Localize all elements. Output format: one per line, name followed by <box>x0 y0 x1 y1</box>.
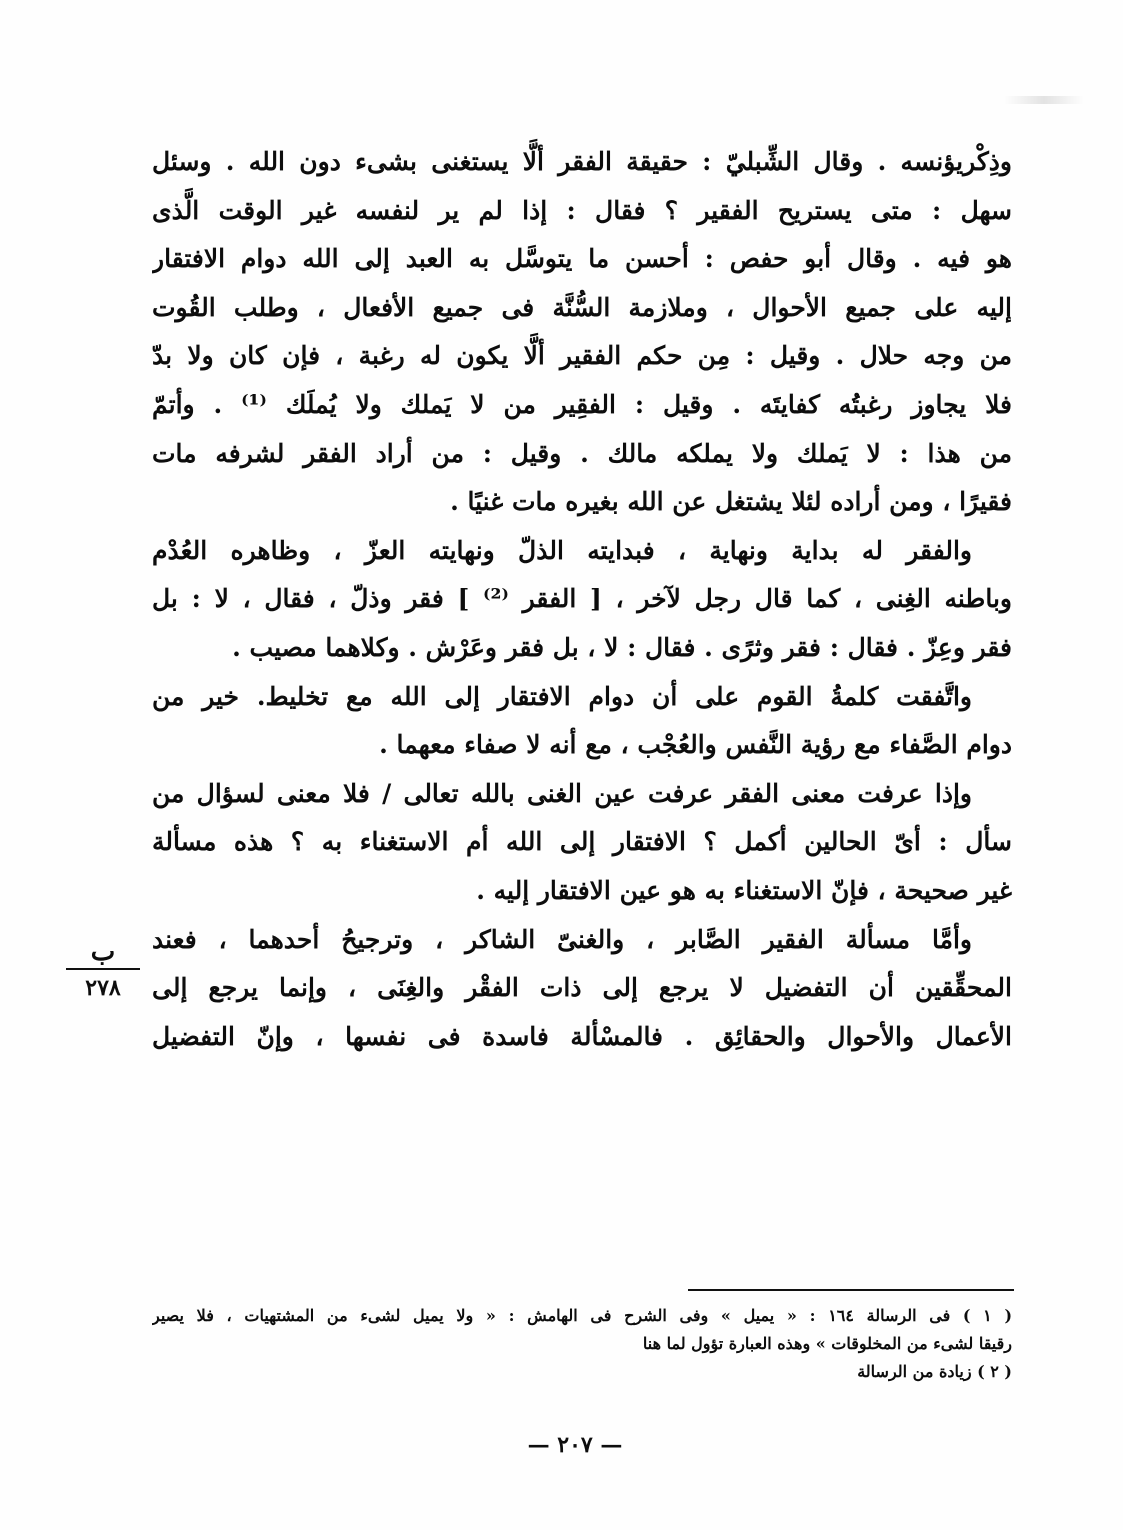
main-text-block <box>152 138 1012 1061</box>
folio-side-letter: ب <box>90 937 116 967</box>
footnote-2: ( ٢ ) زيادة من الرسالة <box>857 1362 1012 1381</box>
folio-number: ٢٧٨ <box>85 975 121 1001</box>
text-line: غير صحيحة ، فإنّ الاستغناء به هو عين الافتقار إليه . <box>476 875 1012 905</box>
text-line: واتَّفقت كلمةُ القوم على أن دوام الافتقار إلى الله مع تخليط. خير من <box>152 681 972 711</box>
text-line: وإذا عرفت معنى الفقر عرفت عين الغنى بالله تعالى / فلا معنى لسؤال من <box>152 778 972 808</box>
text-line: الأعمال والأحوال والحقائِق . فالمسْألة فاسدة فى نفسها ، وإنّ التفضيل <box>152 1021 1012 1051</box>
text-line: إليه على جميع الأحوال ، وملازمة السُّنَّة فى جميع الأفعال ، وطلب القُوت <box>152 292 1012 322</box>
text-line: سهل : متى يستريح الفقير ؟ فقال : إذا لم ير لنفسه غير الوقت الَّذى <box>152 195 1012 225</box>
manuscript-folio-marker <box>62 932 144 1002</box>
text-line: وذِكْريؤنسه . وقال الشِّبليّ : حقيقة الفقر ألَّا يستغنى بشىء دون الله . وسئل <box>152 147 1012 176</box>
text-line: وباطنه الغِنى ، كما قال رجل لآخر ، [ الفقر ⁽²⁾ ] فقر وذلّ ، فقال ، لا : بل <box>152 584 1012 614</box>
text-line: فلا يجاوز رغبتُه كفايتَه . وقيل : الفقِير من لا يَملك ولا يُملَك ⁽¹⁾ . وأتمّ <box>152 389 1012 419</box>
footnote-1-line-1: ( ١ ) فى الرسالة ١٦٤ : « يميل » وفى الشرح فى الهامش : « ولا يميل لشىء من المشتهيات ، فلا يصير <box>152 1306 1012 1325</box>
text-line: والفقر له بداية ونهاية ، فبدايته الذلّ ونهايته العزّ ، وظاهره العُدْم <box>152 535 972 565</box>
folio-marker-rule <box>66 968 140 970</box>
footnotes-block <box>152 1302 1012 1386</box>
text-line: من هذا : لا يَملك ولا يملكه مالك . وقيل : من أراد الفقر لشرفه مات <box>152 438 1012 468</box>
text-line: هو فيه . وقال أبو حفص : أحسن ما يتوسَّل به العبد إلى الله دوام الافتقار <box>152 244 1012 274</box>
text-line: سأل : أىّ الحالين أكمل ؟ الافتقار إلى الله أم الاستغناء به ؟ هذه مسألة <box>152 827 1012 857</box>
footnote-separator <box>688 1289 1014 1291</box>
text-line: من وجه حلال . وقيل : مِن حكم الفقير ألَّا يكون له رغبة ، فإن كان ولا بدّ <box>152 341 1012 371</box>
footnote-1-line-2: رقيقا لشىء من المخلوقات » وهذه العبارة تؤول لما هنا <box>642 1334 1012 1353</box>
text-line: فقر وعِزّ . فقال : فقر وثرًى . فقال : لا ، بل فقر وعَرْش . وكلاهما مصيب . <box>232 632 1012 662</box>
text-line: فقيرًا ، ومن أراده لئلا يشتغل عن الله بغيره مات غنيًا . <box>450 487 1012 517</box>
page-number: — ٢٠٧ — <box>527 1432 623 1458</box>
scan-artifact <box>1004 96 1084 104</box>
text-line: دوام الصَّفاء مع رؤية النَّفس والعُجْب ، مع أنه لا صفاء معهما . <box>379 730 1012 760</box>
text-line: المحقِّقين أن التفضيل لا يرجع إلى ذات الفقْر والغِنَى ، وإنما يرجع إلى <box>152 973 1012 1003</box>
text-line: وأمَّا مسألة الفقير الصَّابر ، والغنىّ الشاكر ، وترجيحُ أحدهما ، فعند <box>152 924 972 954</box>
